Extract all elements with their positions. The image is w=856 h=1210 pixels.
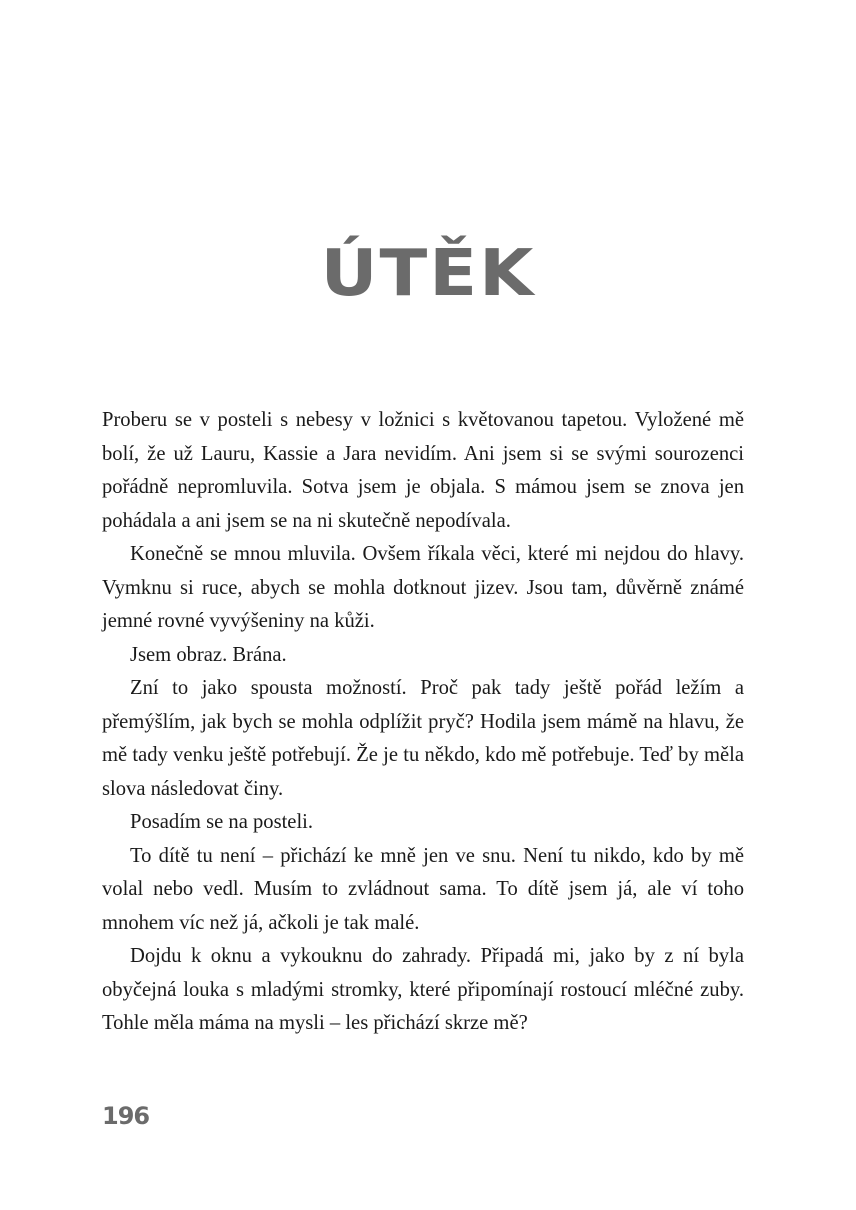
paragraph: Posadím se na posteli. bbox=[130, 811, 314, 833]
paragraph: Jsem obraz. Brána. bbox=[130, 643, 287, 666]
chapter-title: ÚTĚK bbox=[320, 235, 536, 311]
paragraph: Dojdu k oknu a vykouknu do zahrady. Připadá mi, jako by z ní byla obyčejná louka s mladými stromky, které připomínají rostoucí mléčné zuby. Tohle měla máma na mysli – les přichází skrze mě? bbox=[102, 945, 744, 1034]
paragraph: Konečně se mnou mluvila. Ovšem říkala věci, které mi nejdou do hlavy. Vymknu si ruce, abych se mohla dotknout jizev. Jsou tam, důvěrně známé jemné rovné vyvýšeniny na kůži. bbox=[102, 543, 744, 632]
body-text bbox=[102, 404, 744, 1041]
paragraph: To dítě tu není – přichází ke mně jen ve snu. Není tu nikdo, kdo by mě volal nebo vedl. Musím to zvládnout sama. To dítě jsem já, ale ví toho mnohem víc než já, ačkoli je tak malé. bbox=[102, 844, 744, 934]
paragraph: Zní to jako spousta možností. Proč pak tady ještě pořád ležím a přemýšlím, jak bych se mohla odplížit pryč? Hodila jsem mámě na hlavu, že mě tady venku ještě potřebují. Že je tu někdo, kdo mě potřebuje. Teď by měla slova následovat činy. bbox=[102, 677, 744, 800]
page-number: 196 bbox=[102, 1102, 150, 1130]
paragraph: Proberu se v posteli s nebesy v ložnici s květovanou tapetou. Vyložené mě bolí, že už Lauru, Kassie a Jara nevidím. Ani jsem si se svými sourozenci pořádně nepromluvila. Sotva jsem je objala. S mámou jsem se znova jen pohádala a ani jsem se na ni skutečně nepodívala. bbox=[102, 409, 744, 532]
